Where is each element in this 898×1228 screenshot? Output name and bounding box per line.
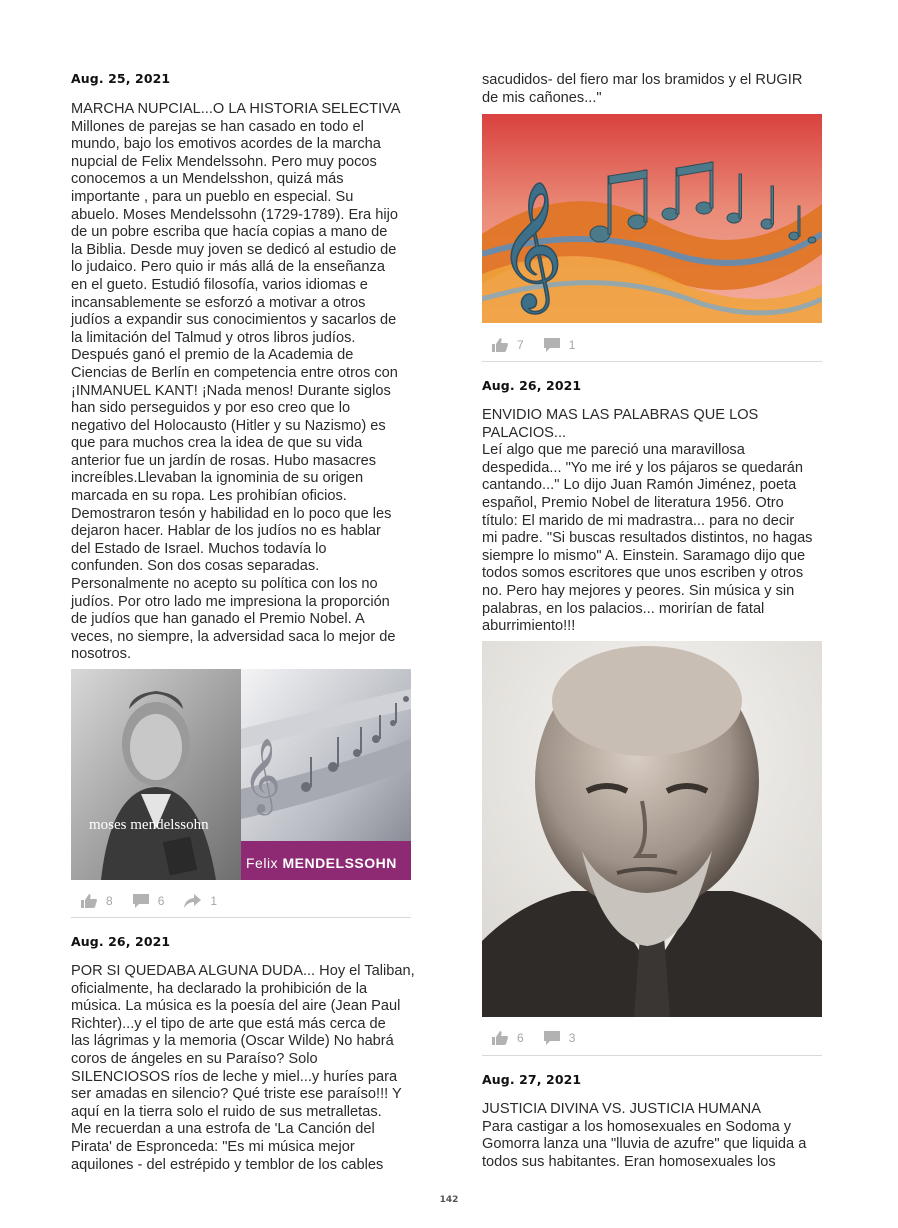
post-date: Aug. 27, 2021 — [482, 1072, 582, 1087]
mendelssohn-caption: MENDELSSOHN — [282, 855, 397, 871]
share-count: 1 — [210, 894, 218, 908]
page-number: 142 — [439, 1195, 459, 1205]
comment-icon — [133, 894, 149, 908]
like-button[interactable] — [81, 894, 113, 908]
post-stats — [492, 334, 595, 356]
comment-count: 3 — [568, 1031, 576, 1045]
comment-icon — [544, 338, 560, 352]
share-icon — [184, 894, 201, 908]
post-date: Aug. 26, 2021 — [482, 378, 582, 393]
thumbs-up-icon — [81, 894, 97, 908]
comment-icon — [544, 1031, 560, 1045]
post-divider — [71, 917, 411, 918]
post-text: JUSTICIA DIVINA VS. JUSTICIA HUMANA Para castigar a los homosexuales en Sodoma y Gomorra lanza una "lluvia de azufre" que liquida a todos sus habitantes. Eran homosexuales los — [482, 1101, 807, 1170]
post-text: MARCHA NUPCIAL...O LA HISTORIA SELECTIVA Millones de parejas se han casado en todo el mundo, bajo los emotivos acordes de la marcha nupcial de Felix Mendelssohn. Pero muy pocos conocemos a un Mendelsshon, quizá más importante , para un pueblo en especial. Su abuelo. Moses Mendelssohn (1729-1789). Era hijo de un pobre escriba que hacía copias a mano de la Biblia. Desde muy joven se dedicó al estudio de lo judaico. Pero quio ir más allá de la enseñanza en el gueto. Estudió filosofía, varios idiomas e incansablemente se esforzó a motivar a otros judíos a expandir sus conocimientos y sacarlos de la limitación del Talmud y otros libros judíos. Después ganó el premio de la Academia de Ciencias de Berlín en competencia entre otros con ¡INMANUEL KANT! ¡Nada menos! Durante siglos han sido perseguidos y por eso creo que lo negativo del Holocausto (Hitler y su Nazismo) es que para muchos crea la idea de que su vida anterior fue un jardín de rosas. Hubo masacres increíbles.Llevaban la ignominia de su origen marcada en su ropa. Les prohibían oficios. Demostraron tesón y habilidad en lo poco que les dejaron hacer. Hablar de los judíos no es hablar del Estado de Israel. Muchos todavía lo confunden. Son dos cosas separadas. Personalmente no acepto su política con los no judíos. Por otro lado me impresiona la proporción de judíos que han ganado el Premio Nobel. A veces, no siempre, la adversidad saca lo mejor de nosotros. — [71, 101, 401, 663]
share-button[interactable] — [184, 894, 217, 908]
like-button[interactable] — [492, 1031, 524, 1045]
post-stats — [492, 1027, 595, 1049]
post-divider — [482, 361, 822, 362]
comment-button[interactable] — [133, 894, 165, 908]
like-button[interactable] — [492, 338, 524, 352]
post-stats — [81, 890, 237, 912]
post-image-portrait[interactable] — [482, 641, 822, 1017]
comment-count: 6 — [157, 894, 165, 908]
svg-text:Felix MENDELSSOHN — [246, 855, 397, 871]
post-text-continuation: sacudidos- del fiero mar los bramidos y el RUGIR de mis cañones..." — [482, 72, 803, 106]
svg-text:𝄞: 𝄞 — [243, 739, 281, 813]
like-count: 8 — [106, 894, 113, 908]
comment-button[interactable] — [544, 1031, 576, 1045]
post-image-mendelssohn[interactable] — [71, 669, 411, 880]
post-date: Aug. 25, 2021 — [71, 71, 171, 86]
felix-caption: Felix — [246, 855, 279, 871]
svg-text:𝄞: 𝄞 — [498, 180, 564, 308]
like-count: 6 — [517, 1031, 524, 1045]
post-date: Aug. 26, 2021 — [71, 934, 171, 949]
moses-caption: moses mendelssohn — [89, 817, 209, 833]
post-image-music[interactable] — [482, 114, 822, 323]
portrait-photo — [482, 641, 822, 1017]
thumbs-up-icon — [492, 338, 508, 352]
post-text: ENVIDIO MAS LAS PALABRAS QUE LOS PALACIOS... Leí algo que me pareció una maravillosa despedida... "Yo me iré y los pájaros se quedarán cantando..." Lo dijo Juan Ramón Jiménez, poeta español, Premio Nobel de literatura 1956. Otro título: El marido de mi madrastra... para no decir mi padre. "Si buscas resultados distintos, no hagas siempre lo mismo" A. Einstein. Saramago dijo que todos somos escritores que unos escriben y otros no. Pero hay mejores y peores. Sin música y sin palabras, en los palacios... morirían de fatal aburrimiento!!! — [482, 407, 813, 635]
comment-count: 1 — [568, 338, 576, 352]
comment-button[interactable] — [544, 338, 576, 352]
post-divider — [482, 1055, 822, 1056]
thumbs-up-icon — [492, 1031, 508, 1045]
mendelssohn-artwork — [71, 669, 411, 880]
post-text: POR SI QUEDABA ALGUNA DUDA... Hoy el Taliban, oficialmente, ha declarado la prohibición de la música. La música es la poesía del aire (Jean Paul Richter)...y el tipo de arte que está más cerca de las lágrimas y la memoria (Oscar Wilde) No habrá coros de ángeles en su Paraíso? Solo SILENCIOSOS ríos de leche y miel...y huríes para ser amadas en silencio? Qué triste ese paraíso!!! Y aquí en la tierra solo el ruido de sus metralletas. Me recuerdan a una estrofa de 'La Canción del Pirata' de Espronceda: "Es mi música mejor aquilones - del estrépido y temblor de los cables — [71, 963, 415, 1173]
like-count: 7 — [517, 338, 524, 352]
music-notes-artwork — [482, 114, 822, 323]
